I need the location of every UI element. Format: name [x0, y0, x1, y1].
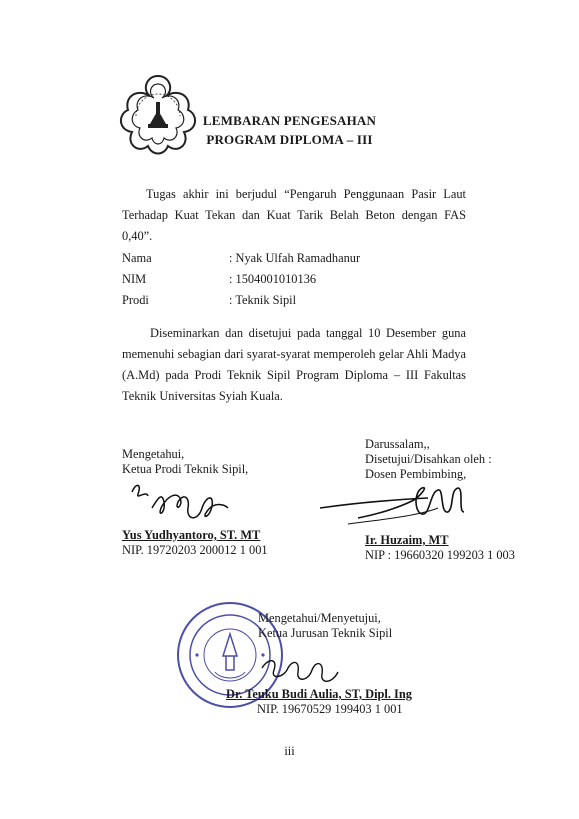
thesis-title-paragraph: Tugas akhir ini berjudul “Pengaruh Penggunaan Pasir Laut Terhadap Kuat Tekan dan Kuat Tarik Belah Beton dengan FAS 0,40”. — [122, 187, 466, 243]
right-signer-nip: NIP : 19660320 199203 1 003 — [365, 548, 515, 562]
left-signer-name: Yus Yudhyantoro, ST. MT — [122, 528, 261, 542]
nim-label: NIM — [122, 272, 147, 286]
prodi-value: : Teknik Sipil — [229, 293, 297, 307]
approval-paragraph: Diseminarkan dan disetujui pada tanggal 10 Desember guna memenuhi sebagian dari syarat-syarat memperoleh gelar Ahli Madya (A.Md) pada Prodi Teknik Sipil Program Diploma – III Fakultas Teknik Universitas Syiah Kuala. — [122, 326, 466, 403]
nim-value: : 1504001010136 — [229, 272, 317, 286]
left-signer-nip: NIP. 19720203 200012 1 001 — [122, 543, 268, 557]
left-role-label: Ketua Prodi Teknik Sipil, — [122, 462, 249, 476]
page-subtitle: PROGRAM DIPLOMA – III — [206, 132, 373, 147]
bottom-signer-nip: NIP. 19670529 199403 1 001 — [257, 702, 403, 716]
bottom-ack-label: Mengetahui/Menyetujui, — [258, 611, 381, 625]
right-role-label: Dosen Pembimbing, — [365, 467, 467, 481]
name-label: Nama — [122, 251, 152, 265]
page-number: iii — [284, 744, 295, 758]
prodi-label: Prodi — [122, 293, 149, 307]
right-signer-name: Ir. Huzaim, MT — [365, 533, 449, 547]
page-title: LEMBARAN PENGESAHAN — [202, 113, 377, 128]
bottom-signature — [258, 648, 348, 688]
right-ack-label: Disetujui/Disahkan oleh : — [365, 452, 492, 466]
left-ack-label: Mengetahui, — [122, 447, 185, 461]
bottom-role-label: Ketua Jurusan Teknik Sipil — [258, 626, 393, 640]
left-signature — [128, 478, 238, 528]
name-value: : Nyak Ulfah Ramadhanur — [229, 251, 361, 265]
right-signature — [318, 478, 468, 532]
place-date-label: Darussalam,, — [365, 437, 430, 451]
bottom-signer-name: Dr. Teuku Budi Aulia, ST, Dipl. Ing — [226, 687, 412, 701]
